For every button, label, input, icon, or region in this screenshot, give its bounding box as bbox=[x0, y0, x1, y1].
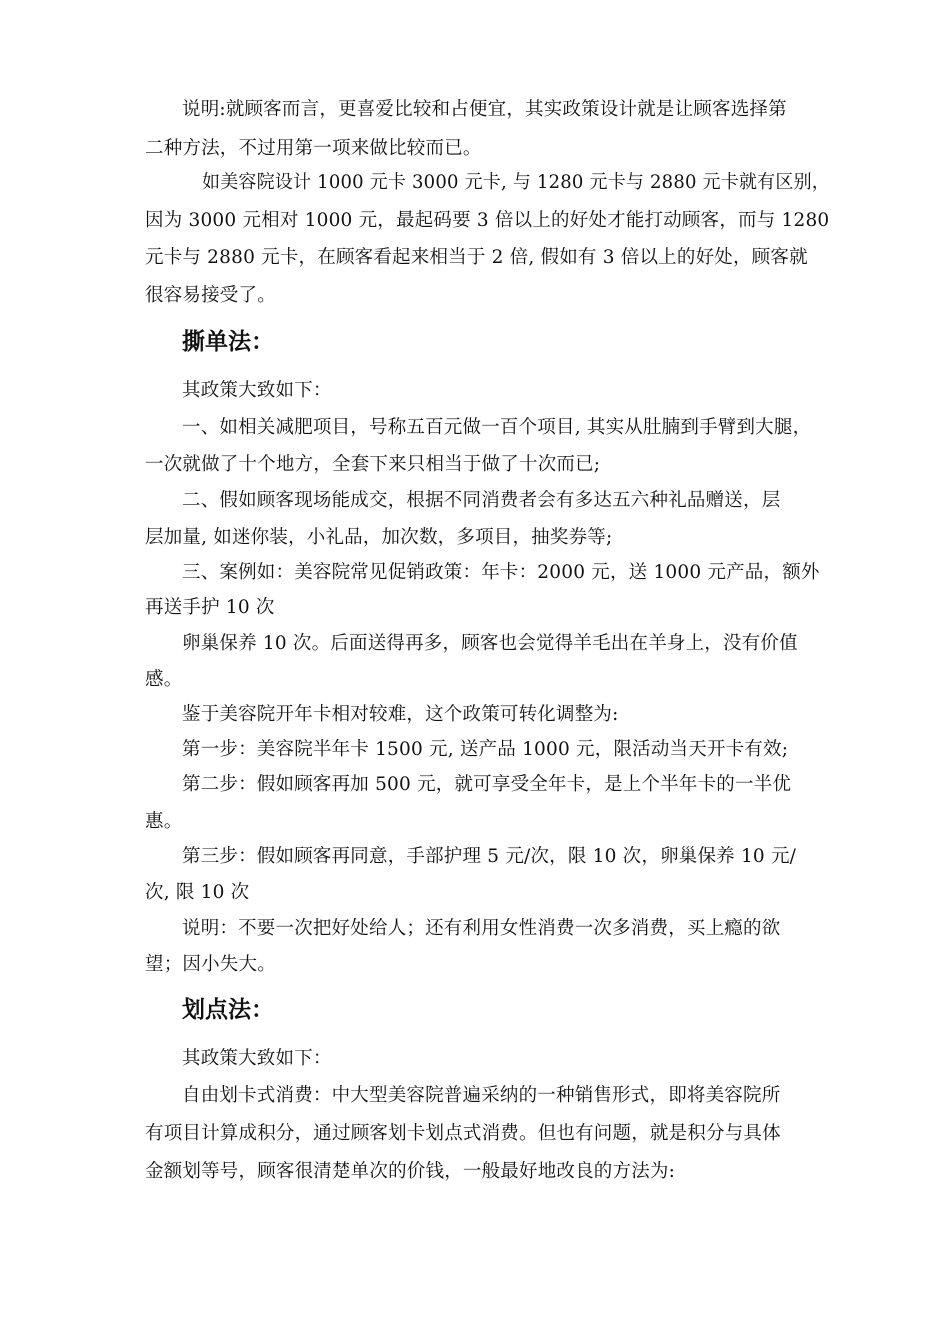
section-heading: 划点法： bbox=[182, 997, 274, 1023]
text-line: 自由划卡式消费：中大型美容院普遍采纳的一种销售形式，即将美容院所 bbox=[182, 1085, 781, 1106]
text-line: 一次就做了十个地方，全套下来只相当于做了十次而已; bbox=[145, 454, 601, 475]
text-line: 一、如相关减肥项目，号称五百元做一百个项目, 其实从肚腩到手臂到大腿， bbox=[182, 417, 812, 438]
text-line: 金额划等号，顾客很清楚单次的价钱，一般最好地改良的方法为: bbox=[145, 1161, 676, 1182]
text-line: 因为 3000 元相对 1000 元，最起码要 3 倍以上的好处才能打动顾客，而与 1280 bbox=[145, 210, 830, 231]
text-line: 卵巢保养 10 次。后面送得再多，顾客也会觉得羊毛出在羊身上，没有价值 bbox=[182, 633, 798, 654]
text-line: 惠。 bbox=[145, 811, 183, 832]
text-line: 其政策大致如下： bbox=[182, 380, 332, 401]
text-line: 元卡与 2880 元卡，在顾客看起来相当于 2 倍, 假如有 3 倍以上的好处，顾客就 bbox=[145, 247, 808, 268]
text-line: 第三步：假如顾客再同意，手部护理 5 元/次，限 10 次，卵巢保养 10 元/ bbox=[182, 846, 797, 867]
text-line: 望；因小失大。 bbox=[145, 954, 276, 975]
text-line: 有项目计算成积分，通过顾客划卡划点式消费。但也有问题，就是积分与具体 bbox=[145, 1123, 781, 1144]
text-line: 说明:就顾客而言，更喜爱比较和占便宜，其实政策设计就是让顾客选择第 bbox=[182, 99, 787, 120]
text-line: 三、案例如：美容院常见促销政策：年卡：2000 元，送 1000 元产品，额外 bbox=[182, 562, 820, 583]
text-line: 第二步：假如顾客再加 500 元，就可享受全年卡，是上个半年卡的一半优 bbox=[182, 774, 792, 795]
text-line: 感。 bbox=[145, 669, 183, 690]
text-line: 鉴于美容院开年卡相对较难，这个政策可转化调整为: bbox=[182, 704, 619, 725]
text-line: 次, 限 10 次 bbox=[145, 882, 250, 903]
text-line: 二种方法，不过用第一项来做比较而已。 bbox=[145, 138, 482, 159]
section-heading: 撕单法： bbox=[182, 329, 274, 355]
text-line: 很容易接受了。 bbox=[145, 285, 276, 306]
text-line: 说明：不要一次把好处给人；还有利用女性消费一次多消费，买上瘾的欲 bbox=[182, 918, 781, 939]
text-line: 其政策大致如下： bbox=[182, 1048, 332, 1069]
text-line: 再送手护 10 次 bbox=[145, 597, 275, 618]
text-line: 第一步：美容院半年卡 1500 元, 送产品 1000 元，限活动当天开卡有效; bbox=[182, 739, 789, 760]
text-line: 二、假如顾客现场能成交，根据不同消费者会有多达五六种礼品赠送，层 bbox=[182, 490, 781, 511]
text-line: 如美容院设计 1000 元卡 3000 元卡, 与 1280 元卡与 2880 元卡就有区别， bbox=[202, 172, 831, 193]
text-line: 层加量, 如迷你装，小礼品，加次数，多项目，抽奖券等; bbox=[145, 527, 613, 548]
